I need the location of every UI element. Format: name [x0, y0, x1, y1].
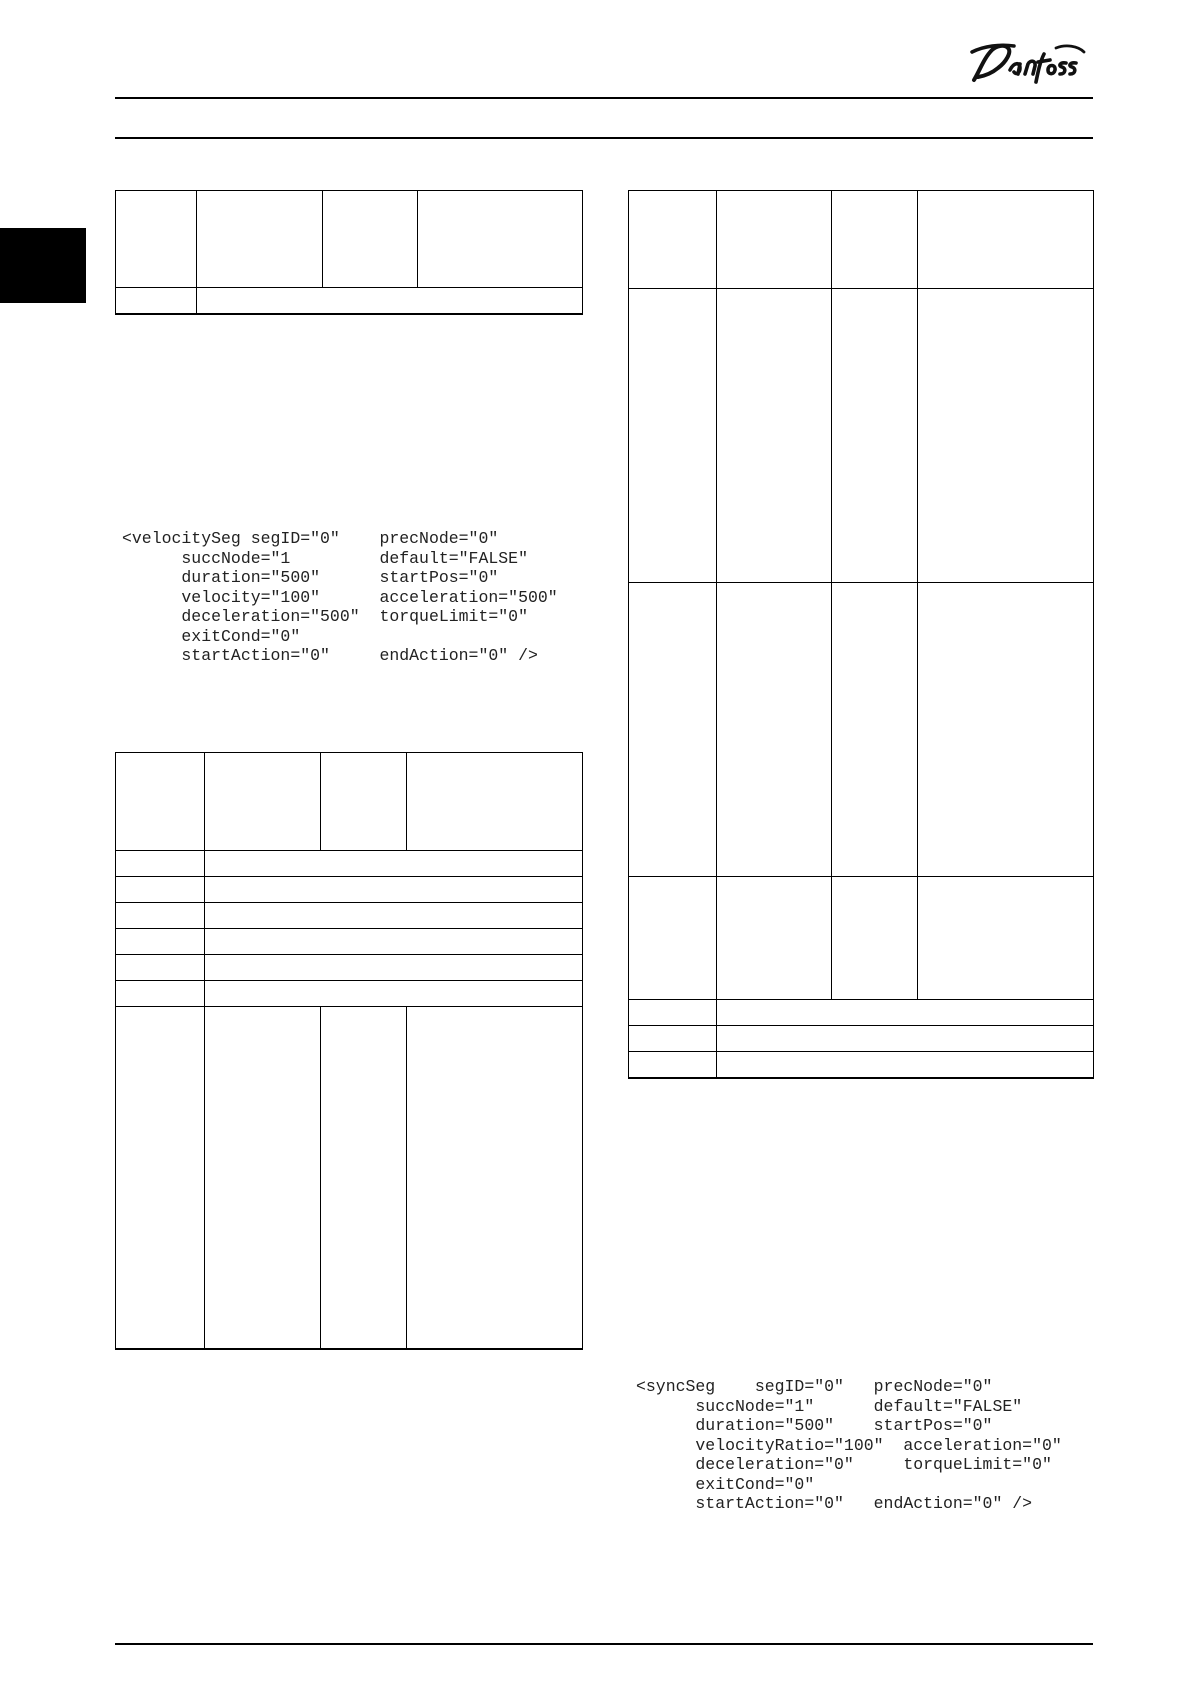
- table-cell: [407, 1007, 583, 1349]
- table-cell: [205, 877, 583, 903]
- table-row: [116, 981, 583, 1007]
- table-row: [629, 1000, 1094, 1026]
- table-cell: [717, 1052, 1094, 1078]
- table-cell: [116, 753, 205, 851]
- table-cell: [205, 1007, 321, 1349]
- header-rule-bottom: [115, 137, 1093, 139]
- table-cell: [832, 583, 918, 877]
- table-row: [629, 877, 1094, 1000]
- table-cell: [717, 289, 832, 583]
- velocity-seg-code: <velocitySeg segID="0" precNode="0" succNode="1 default="FALSE" duration="500" startPos="0" velocity="100" acceleration="500" deceleration="500" torqueLimit="0" exitCond="0" startAction="0" endAction="0" />: [122, 529, 558, 665]
- table-cell: [918, 191, 1094, 289]
- table-row: [116, 851, 583, 877]
- table-cell: [717, 1000, 1094, 1026]
- table-cell: [918, 583, 1094, 877]
- table-cell: [832, 289, 918, 583]
- table-cell: [717, 877, 832, 1000]
- table-cell: [629, 583, 717, 877]
- table-cell: [321, 753, 407, 851]
- table-cell: [629, 1026, 717, 1052]
- table-cell: [205, 955, 583, 981]
- header-rule-top: [115, 97, 1093, 99]
- table-header-row: [629, 191, 1094, 289]
- table-row: [629, 1026, 1094, 1052]
- table-cell: [205, 903, 583, 929]
- table-cell: [321, 1007, 407, 1349]
- table-row: [629, 1052, 1094, 1078]
- table-row: [629, 583, 1094, 877]
- table-row: [116, 877, 583, 903]
- table-cell: [197, 288, 583, 314]
- table-left-bottom: [115, 752, 583, 1350]
- table-row: [116, 903, 583, 929]
- table-cell: [197, 191, 323, 288]
- table-header-row: [116, 191, 583, 288]
- sync-seg-code: <syncSeg segID="0" precNode="0" succNode="1" default="FALSE" duration="500" startPos="0" velocityRatio="100" acceleration="0" deceleration="0" torqueLimit="0" exitCond="0" startAction="0" endAction="0" />: [636, 1377, 1062, 1513]
- table-cell: [832, 877, 918, 1000]
- table-cell: [629, 1052, 717, 1078]
- table-cell: [116, 191, 197, 288]
- table-cell: [629, 1000, 717, 1026]
- table-cell: [205, 929, 583, 955]
- table-cell: [918, 877, 1094, 1000]
- table-cell: [116, 851, 205, 877]
- table-cell: [418, 191, 583, 288]
- danfoss-logo: [970, 40, 1088, 86]
- table-row: [116, 1007, 583, 1349]
- table-cell: [629, 877, 717, 1000]
- table-cell: [717, 191, 832, 289]
- table-cell: [205, 981, 583, 1007]
- table-cell: [205, 753, 321, 851]
- footer-rule: [115, 1643, 1093, 1645]
- table-row: [116, 929, 583, 955]
- table-cell: [629, 289, 717, 583]
- table-cell: [717, 583, 832, 877]
- table-header-row: [116, 753, 583, 851]
- table-cell: [832, 191, 918, 289]
- table-row: [629, 289, 1094, 583]
- table-cell: [116, 955, 205, 981]
- table-cell: [205, 851, 583, 877]
- table-right: [628, 190, 1094, 1079]
- table-cell: [116, 1007, 205, 1349]
- danfoss-logo-graphic: [970, 40, 1088, 86]
- table-left-top: [115, 190, 583, 315]
- table-row: [116, 288, 583, 314]
- table-cell: [918, 289, 1094, 583]
- table-row: [116, 955, 583, 981]
- table-cell: [116, 903, 205, 929]
- table-cell: [116, 929, 205, 955]
- table-cell: [116, 981, 205, 1007]
- table-cell: [407, 753, 583, 851]
- table-cell: [717, 1026, 1094, 1052]
- chapter-side-tab: [0, 228, 86, 303]
- table-cell: [116, 877, 205, 903]
- table-cell: [323, 191, 418, 288]
- table-cell: [629, 191, 717, 289]
- table-cell: [116, 288, 197, 314]
